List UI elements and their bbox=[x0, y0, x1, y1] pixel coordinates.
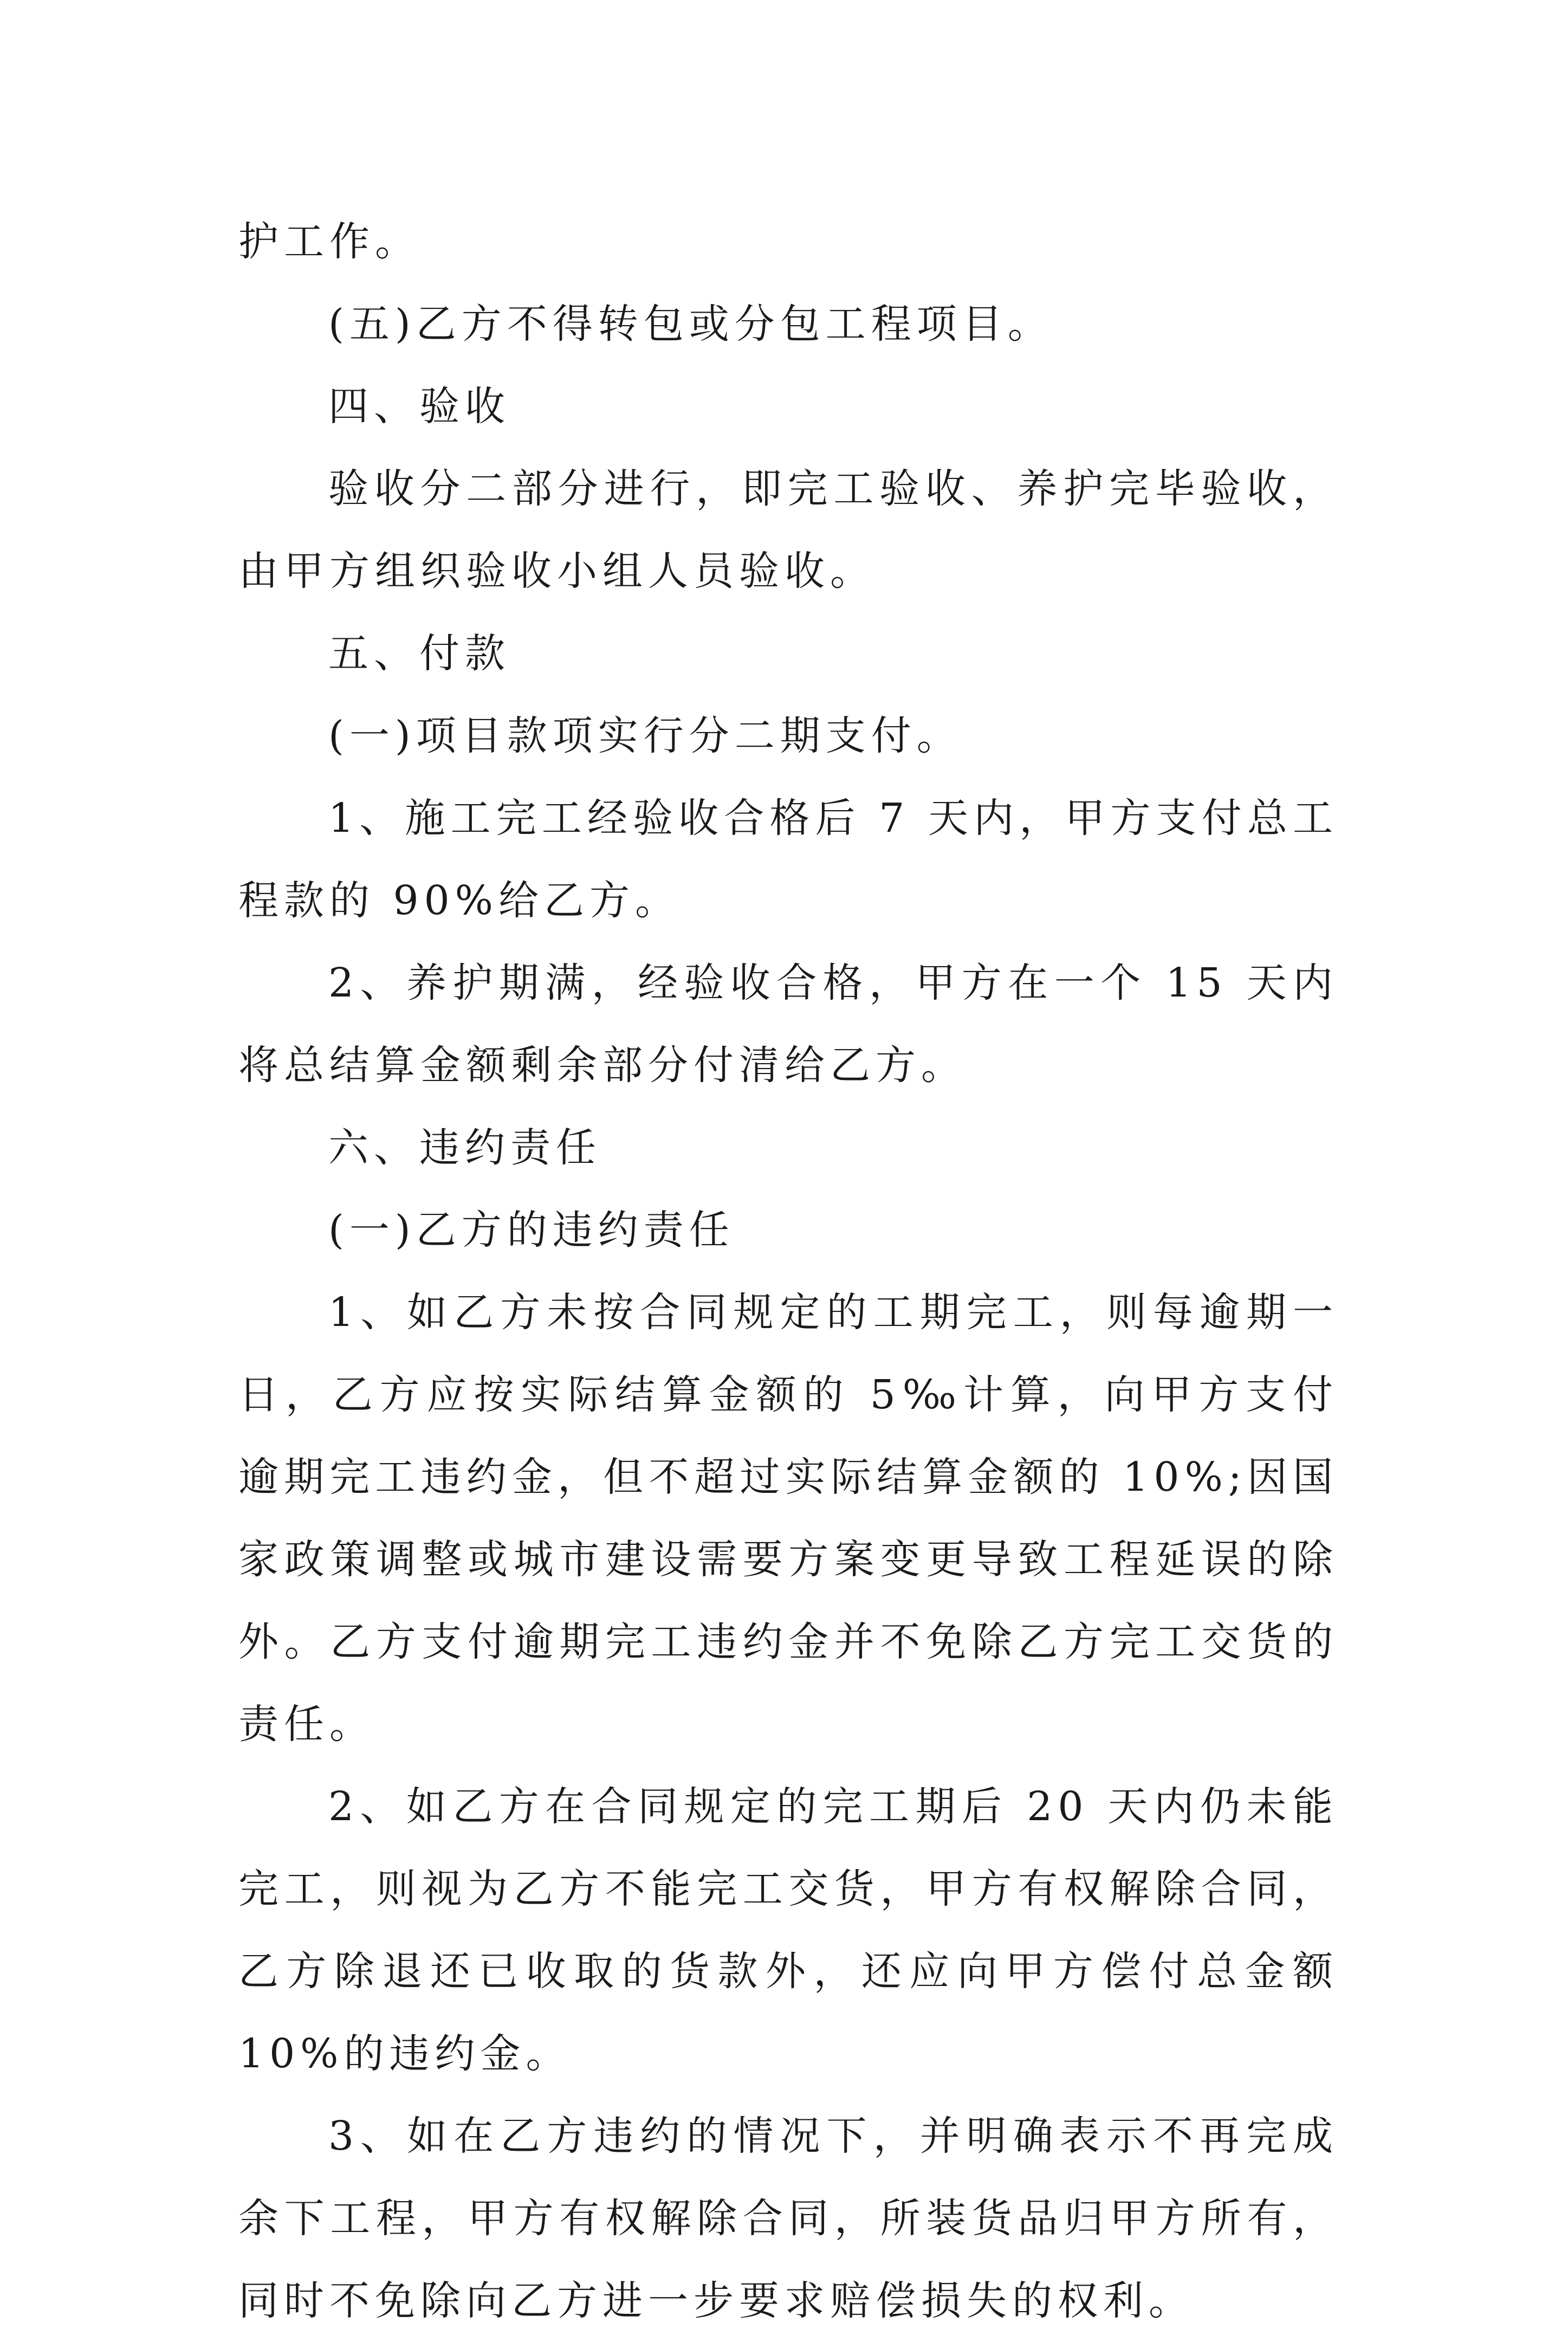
section-heading-liability: 六、违约责任 bbox=[328, 1124, 601, 1171]
paragraph-liability-item-3: 3、如在乙方违约的情况下，并明确表示不再完成余下工程，甲方有权解除合同，所装货品归甲方所有，同时不免除向乙方进一步要求赔偿损失的权利。 bbox=[238, 2113, 1338, 2324]
paragraph-continuation: 护工作。 bbox=[238, 218, 420, 265]
paragraph-acceptance: 验收分二部分进行，即完工验收、养护完毕验收，由甲方组织验收小组人员验收。 bbox=[238, 465, 1338, 594]
paragraph-payment-item-1: 1、施工完工经验收合格后 7 天内，甲方支付总工程款的 90%给乙方。 bbox=[238, 795, 1338, 924]
paragraph-item-5: (五)乙方不得转包或分包工程项目。 bbox=[328, 301, 1053, 347]
paragraph-liability-item-2: 2、如乙方在合同规定的完工期后 20 天内仍未能完工，则视为乙方不能完工交货，甲方有权解除合同，乙方除退还已收取的货款外，还应向甲方偿付总金额 10%的违约金。 bbox=[238, 1783, 1338, 2077]
subheading-party-b-liability: (一)乙方的违约责任 bbox=[328, 1207, 735, 1253]
paragraph-liability-item-1: 1、如乙方未按合同规定的工期完工，则每逾期一日，乙方应按实际结算金额的 5‰计算，向甲方支付逾期完工违约金，但不超过实际结算金额的 10%;因国家政策调整或城市建设需要方案变更导致工程延误的除外。乙方支付逾期完工违约金并不免除乙方完工交货的责任。 bbox=[238, 1289, 1338, 1748]
section-heading-acceptance: 四、验收 bbox=[328, 383, 510, 430]
paragraph-payment-1: (一)项目款项实行分二期支付。 bbox=[328, 713, 962, 759]
document-body bbox=[238, 200, 1338, 2342]
paragraph-payment-item-2: 2、养护期满，经验收合格，甲方在一个 15 天内将总结算金额剩余部分付清给乙方。 bbox=[238, 960, 1338, 1089]
section-heading-payment: 五、付款 bbox=[328, 630, 510, 677]
